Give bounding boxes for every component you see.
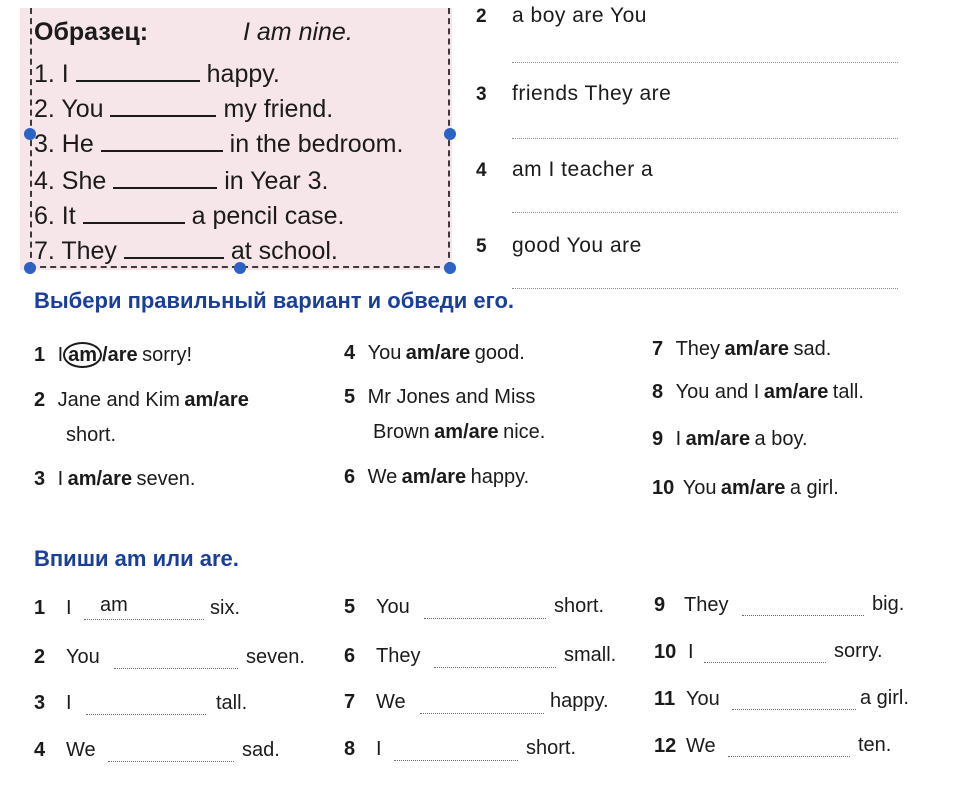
item-text: sad.: [242, 739, 280, 761]
item-text: a girl.: [860, 687, 909, 709]
circle-item: [344, 342, 525, 365]
section-heading: Выбери правильный вариант и обведи его.: [34, 288, 515, 313]
choice-option[interactable]: am/are: [184, 389, 249, 411]
section-heading: Впиши am или are.: [34, 546, 239, 571]
item-text: happy.: [470, 466, 530, 488]
scramble-words: good You are: [512, 234, 642, 257]
choice-option[interactable]: am/are: [67, 468, 133, 490]
filled-answer: am: [100, 594, 128, 616]
item-text: nice.: [503, 421, 546, 443]
answer-blank[interactable]: [83, 204, 185, 224]
answer-blank[interactable]: [420, 713, 544, 714]
example-line-text: my friend.: [223, 95, 334, 123]
scramble-answer-line[interactable]: [512, 288, 898, 289]
answer-blank[interactable]: [124, 239, 224, 259]
circle-item: [34, 389, 249, 412]
item-number: 10: [654, 641, 677, 663]
item-number: 5: [344, 386, 356, 408]
item-text: sorry!: [142, 344, 193, 366]
item-text: short.: [66, 424, 117, 446]
item-subject: I: [376, 738, 382, 760]
item-text: a girl.: [789, 477, 839, 499]
scramble-number: 2: [476, 6, 487, 27]
scramble-words: friends They are: [512, 82, 672, 105]
item-text: tall.: [216, 692, 248, 714]
item-number: 1: [34, 597, 46, 619]
circle-item: [344, 386, 535, 409]
item-subject: They: [376, 645, 421, 667]
item-text: seven.: [246, 646, 305, 668]
answer-blank[interactable]: [76, 62, 200, 82]
item-number: 8: [652, 381, 664, 403]
choice-option[interactable]: am/are: [434, 421, 499, 443]
item-text: Brown: [373, 421, 430, 443]
item-text: tall.: [832, 381, 864, 403]
selection-handle-icon[interactable]: [444, 262, 456, 274]
answer-blank[interactable]: [728, 756, 850, 757]
answer-blank[interactable]: [434, 667, 556, 668]
item-number: 9: [652, 428, 664, 450]
item-number: 4: [344, 342, 356, 364]
item-number: 7: [344, 691, 356, 713]
choice-option[interactable]: are: [107, 344, 138, 366]
item-number: 11: [654, 688, 676, 710]
item-text: six.: [210, 597, 240, 619]
choice-separator: /: [102, 344, 108, 366]
item-number: 2: [34, 389, 46, 411]
example-line: [34, 60, 280, 89]
choice-option[interactable]: am/are: [724, 338, 789, 360]
item-text: You: [682, 477, 717, 499]
item-number: 9: [654, 594, 666, 616]
item-subject: We: [686, 735, 716, 757]
item-text: We: [367, 466, 398, 488]
example-line-number: 1. I: [34, 60, 69, 88]
item-number: 2: [34, 646, 46, 668]
example-line: [34, 130, 403, 159]
choice-option[interactable]: am/are: [763, 381, 829, 403]
item-number: 1: [34, 344, 46, 366]
item-subject: You: [66, 646, 100, 668]
example-line-number: 3. He: [34, 130, 94, 158]
item-text: Jane and Kim: [57, 389, 180, 411]
item-subject: I: [688, 641, 694, 663]
example-line: [34, 237, 338, 266]
answer-blank[interactable]: [704, 662, 826, 663]
circle-item: [652, 338, 831, 361]
item-text: small.: [564, 644, 617, 666]
choice-option[interactable]: am/are: [685, 428, 751, 450]
item-number: 12: [654, 735, 677, 757]
answer-blank[interactable]: [732, 709, 856, 710]
circle-item: [652, 428, 808, 451]
item-subject: You: [686, 688, 720, 710]
item-subject: They: [684, 594, 729, 616]
circled-choice[interactable]: am: [63, 342, 102, 368]
circle-item: [34, 468, 195, 491]
item-text: Mr Jones and Miss: [367, 386, 536, 408]
example-sample: I am nine.: [243, 18, 353, 46]
item-number: 7: [652, 338, 664, 360]
item-text: ten.: [858, 734, 892, 756]
example-line-number: 4. She: [34, 167, 107, 195]
item-subject: We: [376, 691, 406, 713]
item-text: You: [367, 342, 402, 364]
example-line-text: happy.: [206, 60, 280, 88]
answer-blank[interactable]: [101, 132, 223, 152]
item-number: 3: [34, 692, 46, 714]
item-text: good.: [474, 342, 525, 364]
item-number: 5: [344, 596, 356, 618]
selection-handle-icon[interactable]: [444, 128, 456, 140]
item-text: sad.: [793, 338, 832, 360]
example-line-number: 2. You: [34, 95, 104, 123]
item-text: short.: [554, 595, 605, 617]
item-text: happy.: [550, 690, 609, 712]
item-text: I: [57, 344, 64, 366]
item-text: I: [675, 428, 682, 450]
item-text: a boy.: [754, 428, 808, 450]
item-text: You and I: [675, 381, 760, 403]
answer-blank[interactable]: [114, 668, 238, 669]
answer-blank[interactable]: [742, 615, 864, 616]
scramble-answer-line[interactable]: [512, 62, 898, 63]
item-number: 8: [344, 738, 356, 760]
circle-item: [652, 477, 839, 500]
item-number: 6: [344, 466, 356, 488]
scramble-number: 4: [476, 160, 487, 181]
item-text: I: [57, 468, 64, 490]
choice-option[interactable]: am/are: [720, 477, 786, 499]
scramble-number: 3: [476, 84, 487, 105]
item-number: 6: [344, 645, 356, 667]
scramble-answer-line[interactable]: [512, 138, 898, 139]
item-text: short.: [526, 737, 577, 759]
item-text: seven.: [136, 468, 196, 490]
answer-blank[interactable]: [110, 97, 216, 117]
answer-blank[interactable]: [424, 618, 546, 619]
answer-blank[interactable]: [394, 760, 518, 761]
choice-option[interactable]: am/are: [401, 466, 467, 488]
example-title: Образец:: [34, 18, 149, 46]
item-subject: I: [66, 692, 72, 714]
answer-blank[interactable]: [108, 761, 234, 762]
example-line-text: in Year 3.: [224, 167, 329, 195]
answer-blank[interactable]: [84, 619, 204, 620]
example-line: [34, 167, 328, 196]
scramble-words: a boy are You: [512, 4, 647, 27]
item-text: They: [675, 338, 721, 360]
choice-option[interactable]: am/are: [405, 342, 471, 364]
example-line-text: a pencil case.: [191, 202, 345, 230]
example-line-number: 7. They: [34, 237, 117, 265]
answer-blank[interactable]: [113, 169, 217, 189]
item-text: sorry.: [834, 640, 883, 662]
item-subject: I: [66, 597, 72, 619]
circle-item: [344, 466, 529, 489]
scramble-words: am I teacher a: [512, 158, 654, 181]
circle-item: [652, 381, 864, 404]
item-number: 10: [652, 477, 675, 499]
example-line: [34, 95, 333, 124]
example-line-text: in the bedroom.: [229, 130, 404, 158]
item-number: 4: [34, 739, 46, 761]
item-number: 3: [34, 468, 46, 490]
item-subject: You: [376, 596, 410, 618]
example-line-text: at school.: [230, 237, 338, 265]
item-text: big.: [872, 593, 905, 615]
scramble-number: 5: [476, 236, 487, 257]
circle-item: [34, 342, 192, 368]
item-subject: We: [66, 739, 96, 761]
example-line: [34, 202, 344, 231]
circle-item-continuation: [373, 421, 545, 444]
example-line-number: 6. It: [34, 202, 76, 230]
answer-blank[interactable]: [86, 714, 206, 715]
scramble-answer-line[interactable]: [512, 212, 898, 213]
